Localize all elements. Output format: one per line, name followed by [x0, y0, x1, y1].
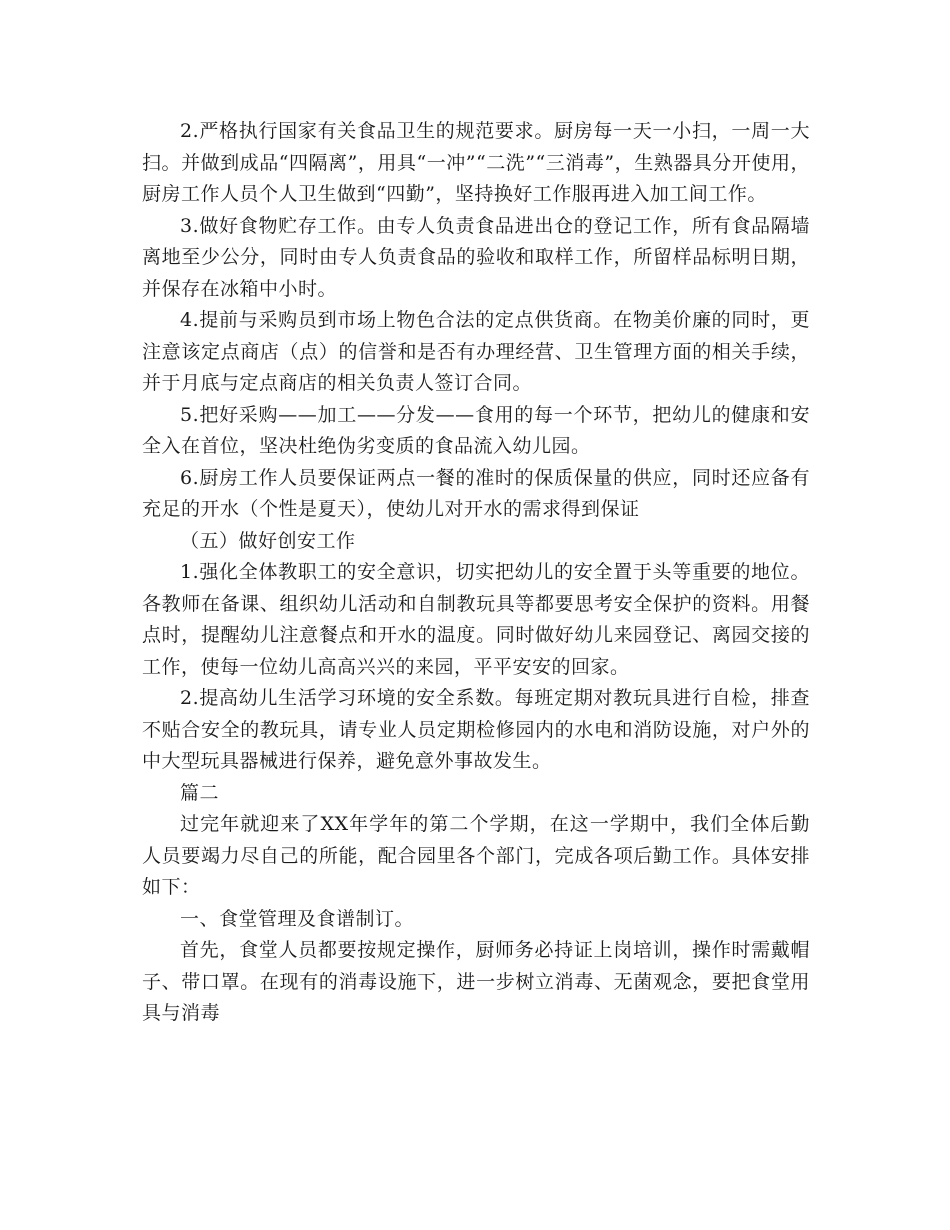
paragraph-environment-safety: 2.提高幼儿生活学习环境的安全系数。每班定期对教玩具进行自检，排查不贴合安全的教玩具，请专业人员定期检修园内的水电和消防设施，对户外的中大型玩具器械进行保养，避免意外事故发生。 [142, 687, 810, 772]
section-heading-canteen: 一、食堂管理及食谱制订。 [180, 907, 415, 930]
paragraph-kitchen-hygiene: 2.严格执行国家有关食品卫生的规范要求。厨房每一天一小扫，一周一大扫。并做到成品“四隔离”，用具“一冲”“二洗”“三消毒”，生熟器具分开使用，厨房工作人员个人卫生做到“四勤”，坚持换好工作服再进入加工间工作。 [142, 120, 810, 205]
paragraph-canteen-rules: 首先，食堂人员都要按规定操作，厨师务必持证上岗培训，操作时需戴帽子、带口罩。在现有的消毒设施下，进一步树立消毒、无菌观念，要把食堂用具与消毒 [142, 939, 810, 1024]
paragraph-food-storage: 3.做好食物贮存工作。由专人负责食品进出仓的登记工作，所有食品隔墙离地至少公分，同时由专人负责食品的验收和取样工作，所留样品标明日期，并保存在冰箱中小时。 [142, 214, 810, 300]
section-heading-part-two: 篇二 [180, 781, 220, 804]
paragraph-procurement-chain: 5.把好采购——加工——分发——食用的每一个环节，把幼儿的健康和安全入在首位，坚决杜绝伪劣变质的食品流入幼儿园。 [142, 403, 810, 457]
paragraph-supplier-selection: 4.提前与采购员到市场上物色合法的定点供货商。在物美价廉的同时，更注意该定点商店（点）的信誉和是否有办理经营、卫生管理方面的相关手续，并于月底与定点商店的相关负责人签订合同。 [142, 309, 810, 394]
document-body [142, 116, 810, 1030]
section-heading-safety: （五）做好创安工作 [180, 529, 356, 552]
paragraph-semester-intro: 过完年就迎来了XX年学年的第二个学期，在这一学期中，我们全体后勤人员要竭力尽自己的所能，配合园里各个部门，完成各项后勤工作。具体安排如下： [142, 813, 810, 898]
paragraph-safety-awareness: 1.强化全体教职工的安全意识，切实把幼儿的安全置于头等重要的地位。各教师在备课、组织幼儿活动和自制教玩具等都要思考安全保护的资料。用餐点时，提醒幼儿注意餐点和开水的温度。同时做好幼儿来园登记、离园交接的工作，使每一位幼儿高高兴兴的来园，平平安安的回家。 [142, 561, 810, 678]
paragraph-water-supply: 6.厨房工作人员要保证两点一餐的准时的保质保量的供应，同时还应备有充足的开水（个性是夏天），使幼儿对开水的需求得到保证 [142, 466, 810, 520]
